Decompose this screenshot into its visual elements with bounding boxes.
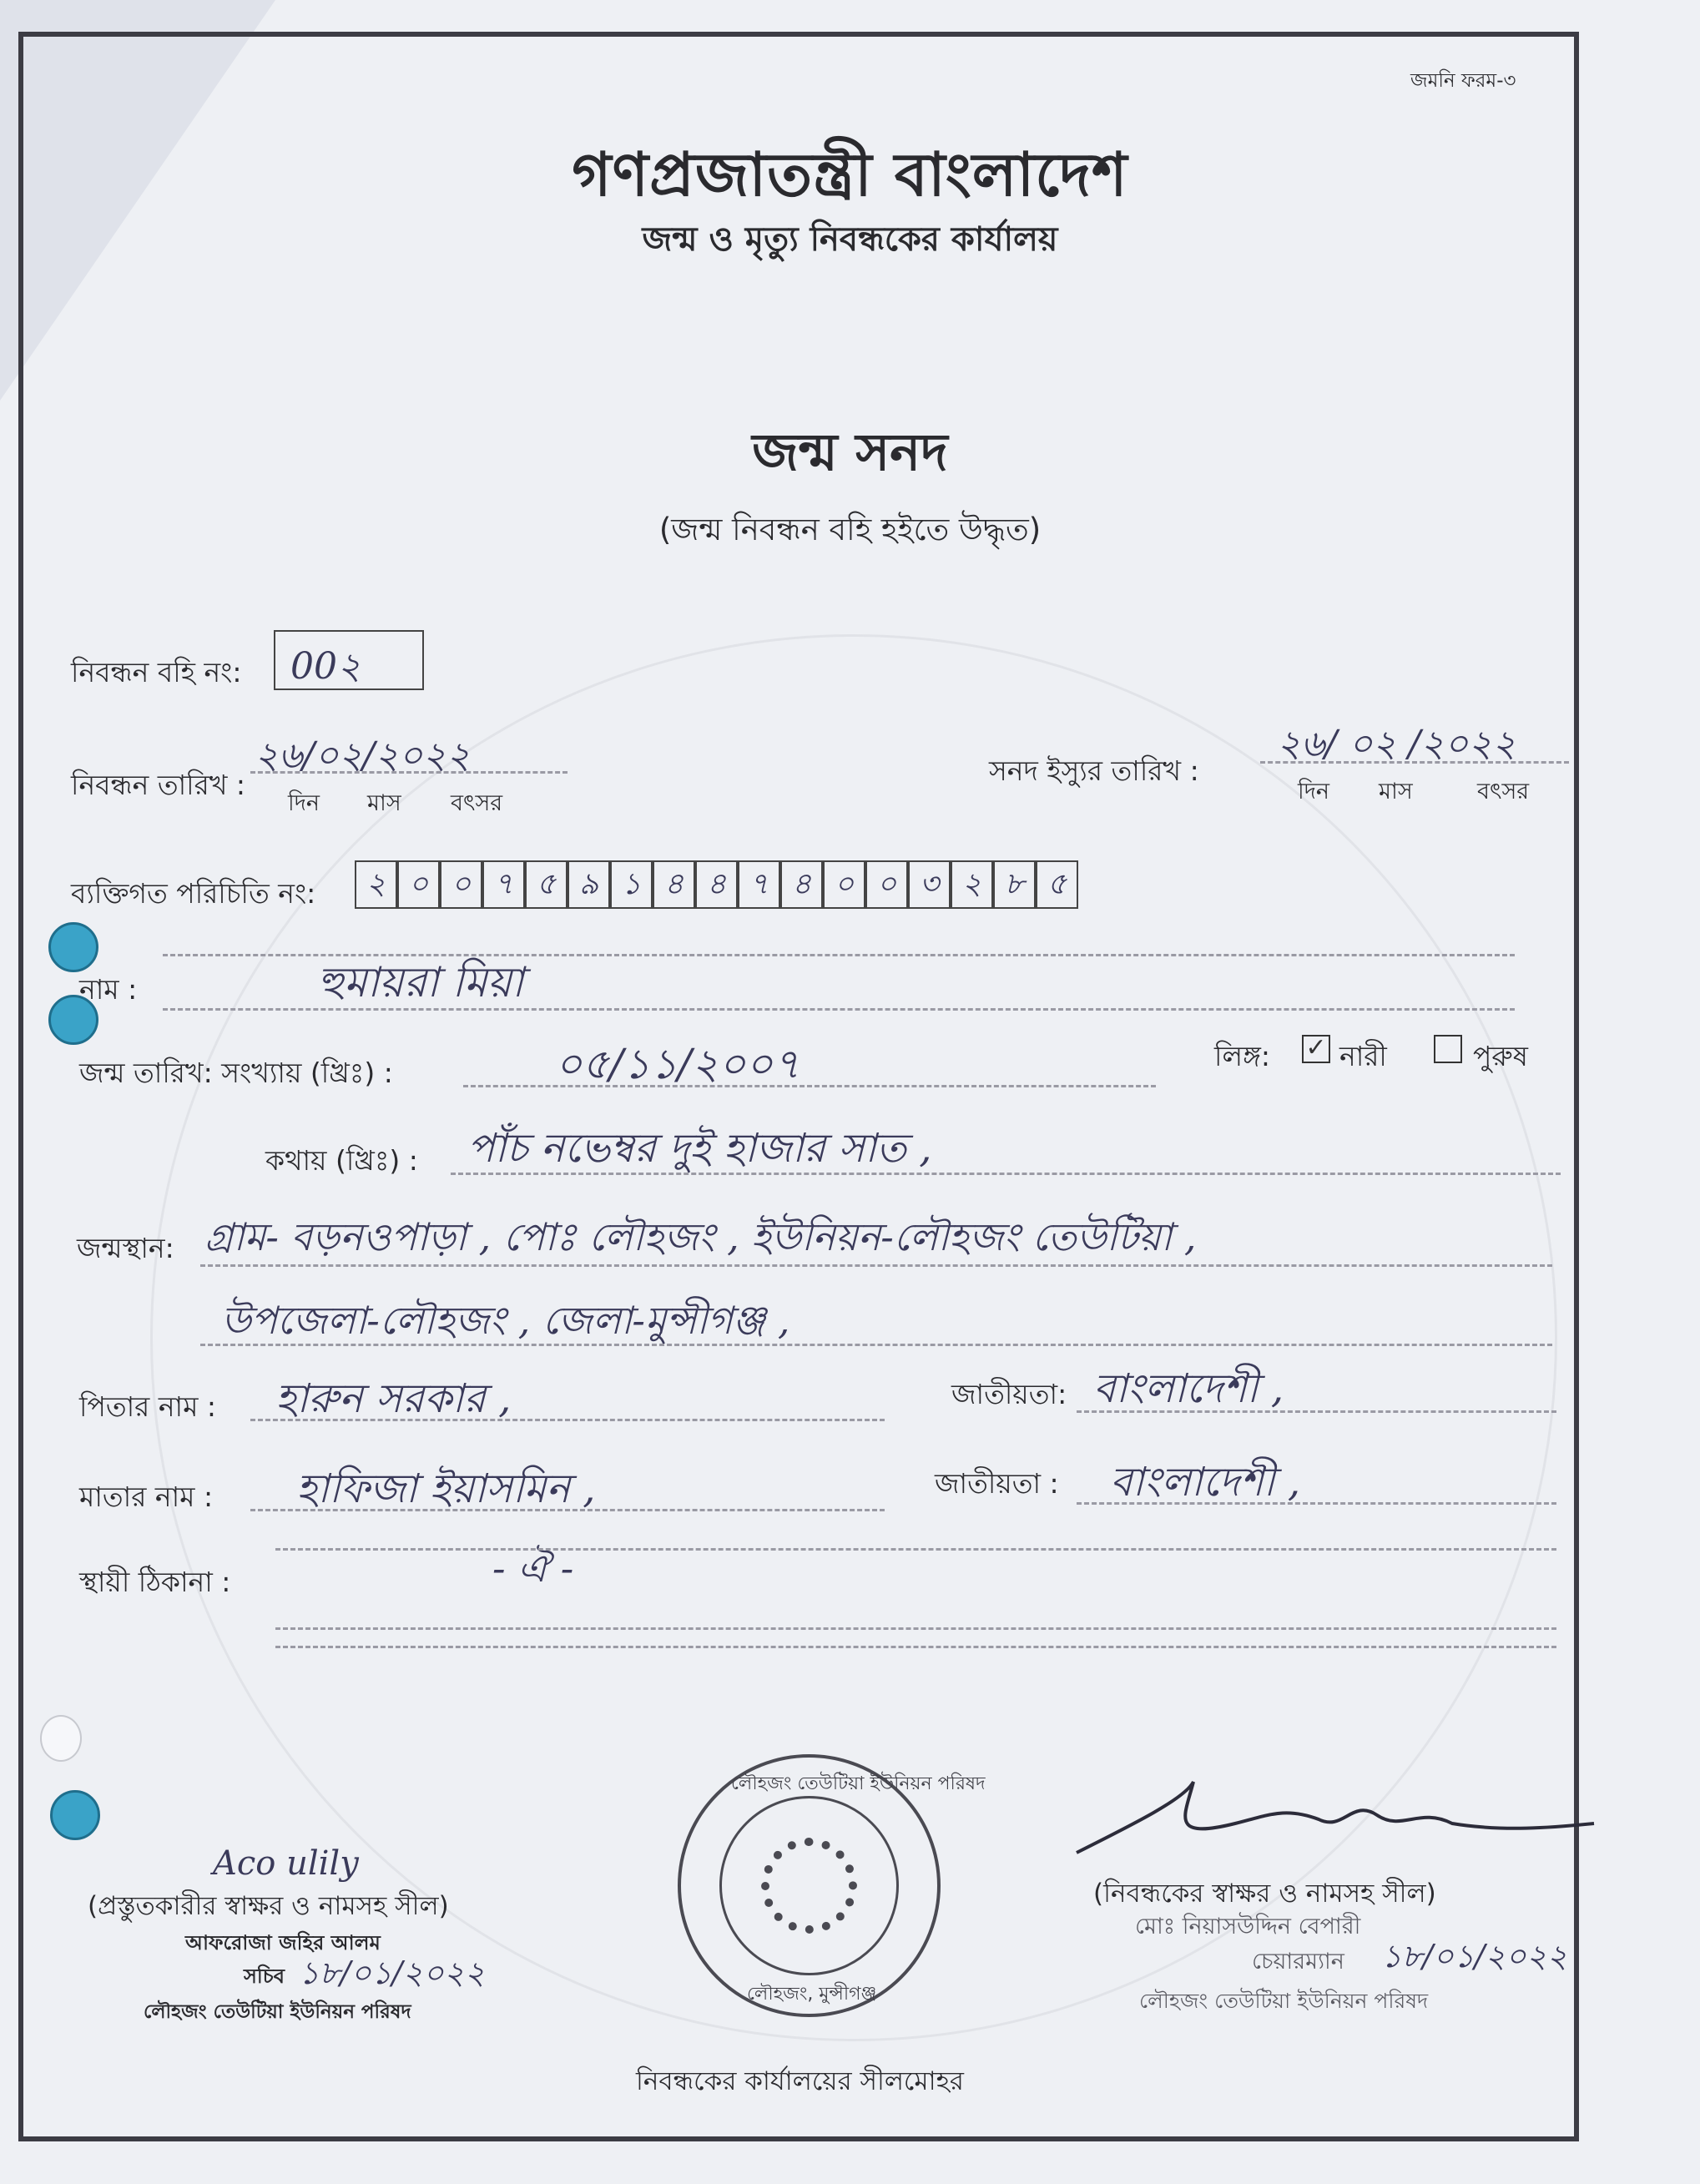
birthplace-line2-rule — [200, 1344, 1552, 1346]
preparer-signature: Aco ulily — [213, 1844, 359, 1883]
mother-name-label: মাতার নাম : — [79, 1480, 214, 1513]
preparer-name: আফরোজা জহির আলম — [185, 1931, 381, 1955]
personal-id-label: ব্যক্তিগত পরিচিতি নং: — [71, 877, 316, 910]
year-label: বৎসর — [451, 790, 503, 816]
dob-label: জন্ম তারিখ: সংখ্যায় (খ্রিঃ) : — [79, 1057, 393, 1089]
male-label: পুরুষ — [1473, 1040, 1528, 1072]
name-line — [163, 1008, 1515, 1011]
book-number-value: 00২ — [290, 645, 361, 688]
book-number-label: নিবন্ধন বহি নং: — [71, 656, 242, 688]
id-digit: ০ — [397, 860, 440, 909]
issue-month-label: মাস — [1379, 779, 1413, 804]
registration-date-value: ২৬/০২/২০২২ — [255, 734, 471, 777]
certificate-title: জন্ম সনদ — [752, 421, 948, 482]
seal-caption: নিবন্ধকের কার্যালয়ের সীলমোহর — [636, 2066, 964, 2096]
issue-date-value: ২৬/ ০২ /২০২২ — [1277, 723, 1516, 765]
issue-year-label: বৎসর — [1477, 779, 1530, 804]
mother-nationality-value: বাংলাদেশী , — [1110, 1459, 1301, 1506]
registrar-name: মোঃ নিয়াসউদ্দিন বেপারী — [1135, 1914, 1361, 1939]
permanent-address-value: - ঐ - — [492, 1546, 574, 1591]
father-nationality-line — [1077, 1410, 1556, 1413]
id-digit: ৪ — [780, 860, 823, 909]
punch-hole-icon — [48, 922, 98, 972]
id-digit: ৩ — [908, 860, 951, 909]
registrar-union: লৌহজং তেউটিয়া ইউনিয়ন পরিষদ — [1139, 1989, 1429, 2013]
registration-date-label: নিবন্ধন তারিখ : — [71, 769, 246, 801]
id-digit: ১ — [610, 860, 653, 909]
id-digit: ৫ — [525, 860, 568, 909]
gender-label: লিঙ্গ: — [1214, 1040, 1271, 1072]
id-digit: ৫ — [1036, 860, 1078, 909]
female-label: নারী — [1339, 1040, 1387, 1072]
dob-value: ০৫/১১/২০০৭ — [555, 1040, 800, 1088]
gear-emblem-icon — [761, 1838, 857, 1934]
country-title: গণপ্রজাতন্ত্রী বাংলাদেশ — [572, 139, 1128, 209]
registrar-signature — [1068, 1773, 1602, 1865]
seal-bottom-text: লৌহজং, মুন্সীগঞ্জ — [747, 1984, 877, 2005]
permanent-address-label: স্থায়ী ঠিকানা : — [79, 1566, 231, 1598]
id-digit: ৪ — [653, 860, 695, 909]
preparer-label: (প্রস্তুতকারীর স্বাক্ষর ও নামসহ সীল) — [88, 1891, 449, 1921]
registrar-title: চেয়ারম্যান — [1252, 1949, 1344, 1975]
registrar-label: (নিবন্ধকের স্বাক্ষর ও নামসহ সীল) — [1093, 1879, 1436, 1909]
id-digit: ৪ — [695, 860, 738, 909]
check-mark-icon: ✓ — [1305, 1033, 1327, 1062]
birthplace-line1-rule — [200, 1264, 1552, 1267]
id-digit: ০ — [823, 860, 865, 909]
preparer-date: ১৮/০১/২০২২ — [299, 1955, 486, 1991]
father-nationality-label: জাতীয়তা: — [951, 1378, 1067, 1410]
id-digit: ২ — [951, 860, 993, 909]
male-checkbox — [1434, 1035, 1462, 1063]
office-title: জন্ম ও মৃত্যু নিবন্ধকের কার্যালয় — [642, 220, 1058, 259]
id-digit: ০ — [865, 860, 908, 909]
father-name-line — [250, 1419, 885, 1421]
month-label: মাস — [367, 790, 401, 816]
dob-words-line — [451, 1173, 1561, 1175]
mother-nationality-line — [1077, 1502, 1556, 1505]
issue-day-label: দিন — [1298, 779, 1330, 804]
mother-name-value: হাফিজা ইয়াসমিন , — [296, 1465, 596, 1512]
birthplace-line1: গ্রাম- বড়নওপাড়া , পোঃ লৌহজং , ইউনিয়ন-লৌহজং তেউটিয়া , — [204, 1214, 1197, 1259]
id-digit: ৭ — [738, 860, 780, 909]
birthplace-line2: উপজেলা-লৌহজং , জেলা-মুন্সীগঞ্জ , — [221, 1298, 790, 1343]
issue-date-line — [1260, 761, 1569, 764]
female-checkbox — [1302, 1035, 1330, 1063]
name-value: হুমায়রা মিয়া — [317, 958, 524, 1006]
id-digit: ৭ — [482, 860, 525, 909]
day-label: দিন — [288, 790, 320, 816]
preparer-title: সচিব — [244, 1965, 285, 1988]
name-label: নাম : — [79, 973, 138, 1006]
punch-hole-icon — [40, 1715, 82, 1762]
address-line-2 — [275, 1627, 1556, 1630]
dob-words-label: কথায় (খ্রিঃ) : — [265, 1144, 418, 1177]
id-digit: ২ — [355, 860, 397, 909]
father-nationality-value: বাংলাদেশী , — [1093, 1365, 1284, 1412]
dob-line — [463, 1085, 1156, 1087]
form-number: জমনি ফরম-৩ — [1410, 70, 1516, 92]
punch-hole-icon — [50, 1790, 100, 1840]
preparer-union: লৌহজং তেউটিয়া ইউনিয়ন পরিষদ — [144, 2001, 411, 2023]
seal-top-text: লৌহজং তেউটিয়া ইউনিয়ন পরিষদ — [731, 1773, 986, 1794]
father-name-value: হারুন সরকার , — [275, 1375, 512, 1422]
address-line-1 — [275, 1548, 1556, 1551]
mother-name-line — [250, 1509, 885, 1511]
birthplace-label: জন্মস্থান: — [77, 1232, 174, 1264]
id-digit: ৯ — [568, 860, 610, 909]
mother-nationality-label: জাতীয়তা : — [935, 1467, 1059, 1500]
dob-words-value: পাঁচ নভেম্বর দুই হাজার সাত , — [467, 1125, 932, 1172]
id-digit: ০ — [440, 860, 482, 909]
id-digit: ৮ — [993, 860, 1036, 909]
registrar-date: ১৮/০১/২০২২ — [1381, 1938, 1568, 1975]
address-line-3 — [275, 1646, 1556, 1648]
issue-date-label: সনদ ইস্যুর তারিখ : — [989, 754, 1199, 787]
father-name-label: পিতার নাম : — [79, 1390, 217, 1423]
date-line — [250, 771, 568, 774]
certificate-subtitle: (জন্ম নিবন্ধন বহি হইতে উদ্ধৃত) — [658, 512, 1042, 547]
